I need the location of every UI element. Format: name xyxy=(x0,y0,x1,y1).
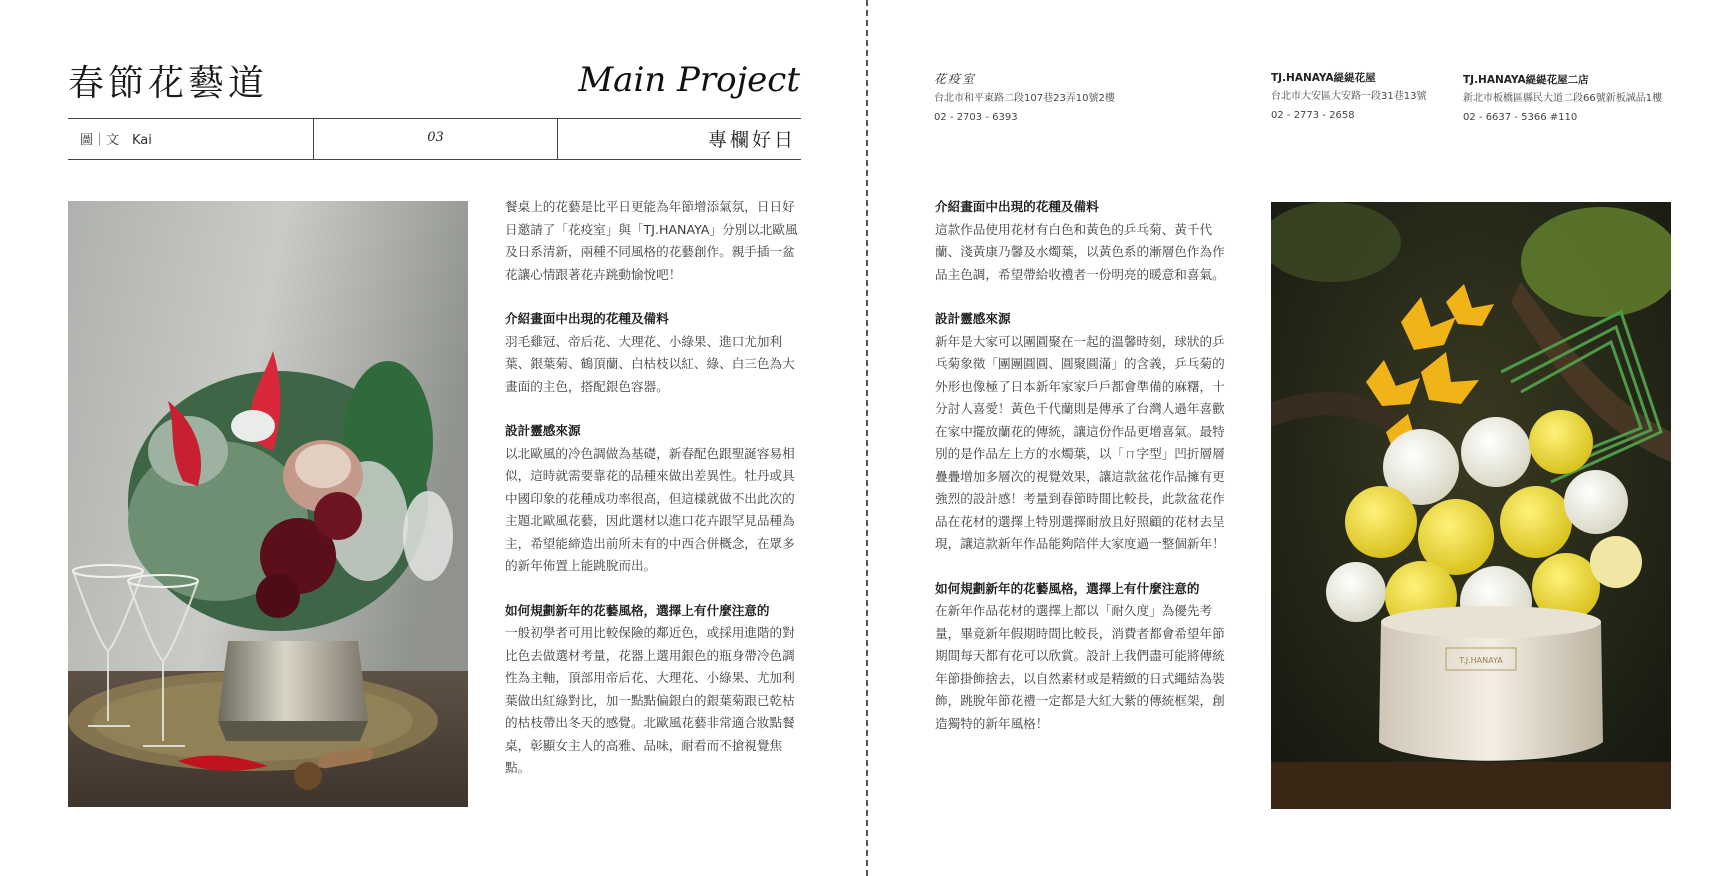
section-heading: 介紹畫面中出現的花種及備料 xyxy=(935,199,1099,214)
article-title: 春節花藝道 xyxy=(68,63,269,104)
shop-address: 台北市和平東路二段107巷23弄10號2樓 xyxy=(934,93,1115,104)
shop-phone: 02 - 2703 - 6393 xyxy=(934,112,1018,123)
shop-name: 花疫室 xyxy=(934,72,977,86)
section-heading: 設計靈感來源 xyxy=(935,311,1011,326)
header-top-rule xyxy=(68,118,801,119)
section-heading: 介紹畫面中出現的花種及備料 xyxy=(505,311,669,326)
credit-line: 圖｜文 Kai xyxy=(80,133,152,148)
section-body: 羽毛雞冠、帝后花、大理花、小綠果、進口尤加利葉、銀葉菊、鶴頂蘭、白枯枝以紅、綠、白三色為大畫面的主色，搭配銀色容器。 xyxy=(505,333,795,394)
shop-address: 台北市大安區大安路一段31巷13號 xyxy=(1271,91,1427,102)
shop-phone: 02 - 2773 - 2658 xyxy=(1271,110,1355,121)
section-body: 這款作品使用花材有白色和黃色的乒乓菊、黃千代蘭、淺黃康乃馨及水燭葉，以黃色系的漸層色作為作品主色調，希望帶給收禮者一份明亮的暖意和喜氣。 xyxy=(935,221,1225,282)
right-article xyxy=(935,196,1235,757)
shop-info-2 xyxy=(1271,70,1426,123)
section-body: 以北歐風的冷色調做為基礎，新春配色跟聖誕容易相似，這時就需要靠花的品種來做出差異性。牡丹或具中國印象的花種成功率很高，但這樣就做不出此次的主題北歐風花藝，因此選材以進口花卉跟罕見品種為主，希望能締造出前所未有的中西合併概念，在眾多的新年佈置上能跳脫而出。 xyxy=(505,445,795,573)
section-body: 一般初學者可用比較保險的鄰近色，或採用進階的對比色去做選材考量，花器上選用銀色的瓶身帶冷色調性為主軸，頂部用帝后花、大理花、小綠果、尤加利葉做出紅綠對比，加一點點偏銀白的銀葉菊跟已乾枯的枯枝帶出冬天的感覺。北歐風花藝非常適合妝點餐桌，彰顯女主人的高雅、品味，耐看而不搶視覺焦點。 xyxy=(505,625,795,775)
nordic-flower-arrangement-illustration xyxy=(68,201,468,807)
shop-info-3 xyxy=(1463,72,1662,125)
left-article xyxy=(505,196,805,802)
right-photo xyxy=(1271,202,1671,809)
yellow-pompon-arrangement-illustration xyxy=(1271,202,1671,809)
section-heading: 如何規劃新年的花藝風格，選擇上有什麼注意的 xyxy=(935,580,1200,596)
shop-info-1 xyxy=(934,70,1115,125)
section-heading: 如何規劃新年的花藝風格，選擇上有什麼注意的 xyxy=(505,602,770,618)
pot-label-text: T.J.HANAYA xyxy=(1459,656,1503,665)
section-heading: 設計靈感來源 xyxy=(505,423,581,438)
article-subtitle: Main Project xyxy=(578,60,800,100)
article-intro: 餐桌上的花藝是比平日更能為年節增添氣氛，日日好日邀請了「花疫室」與「TJ.HANAYA」分別以北歐風及日系清新，兩種不同風格的花藝創作。親手插一盆花讓心情跟著花卉跳動愉悅吧！ xyxy=(505,199,798,282)
column-name: 專欄好日 xyxy=(707,129,796,151)
page-number: 03 xyxy=(427,130,444,145)
section-body: 在新年作品花材的選擇上都以「耐久度」為優先考量，畢竟新年假期時間比較長，消費者都會希望年節期間每天都有花可以欣賞。設計上我們盡可能將傳統年節掛飾捨去，以自然素材或是精緻的日式繩結為裝飾，跳脫年節花禮一定都是大紅大紫的傳統框架，創造獨特的新年風格！ xyxy=(935,603,1225,731)
shop-name: TJ.HANAYA緹緹花屋 xyxy=(1271,72,1376,84)
shop-address: 新北市板橋區縣民大道二段66號新板誠品1樓 xyxy=(1463,93,1663,104)
left-photo xyxy=(68,201,468,807)
page-fold-divider xyxy=(866,0,868,876)
shop-phone: 02 - 6637 - 5366 #110 xyxy=(1463,112,1578,123)
section-body: 新年是大家可以團圓聚在一起的溫馨時刻，球狀的乒乓菊象徵「團團圓圓、圓聚圓滿」的含義，乒乓菊的外形也像極了日本新年家家戶戶都會準備的麻糬，十分討人喜愛！黃色千代蘭則是傳承了台灣人過年喜歡在家中擺放蘭花的傳統，讓這份作品更增喜氣。最特別的是作品左上方的水燭葉，以「ㄇ字型」凹折層層疊疊增加多層次的視覺效果，讓這款盆花作品擁有更強烈的設計感！考量到春節時間比較長，此款盆花作品在花材的選擇上特別選擇耐放且好照顧的花材去呈現，讓這款新年作品能夠陪伴大家度過一整個新年！ xyxy=(935,333,1225,551)
header-bottom-rule xyxy=(68,159,801,160)
shop-name: TJ.HANAYA緹緹花屋二店 xyxy=(1463,74,1589,86)
